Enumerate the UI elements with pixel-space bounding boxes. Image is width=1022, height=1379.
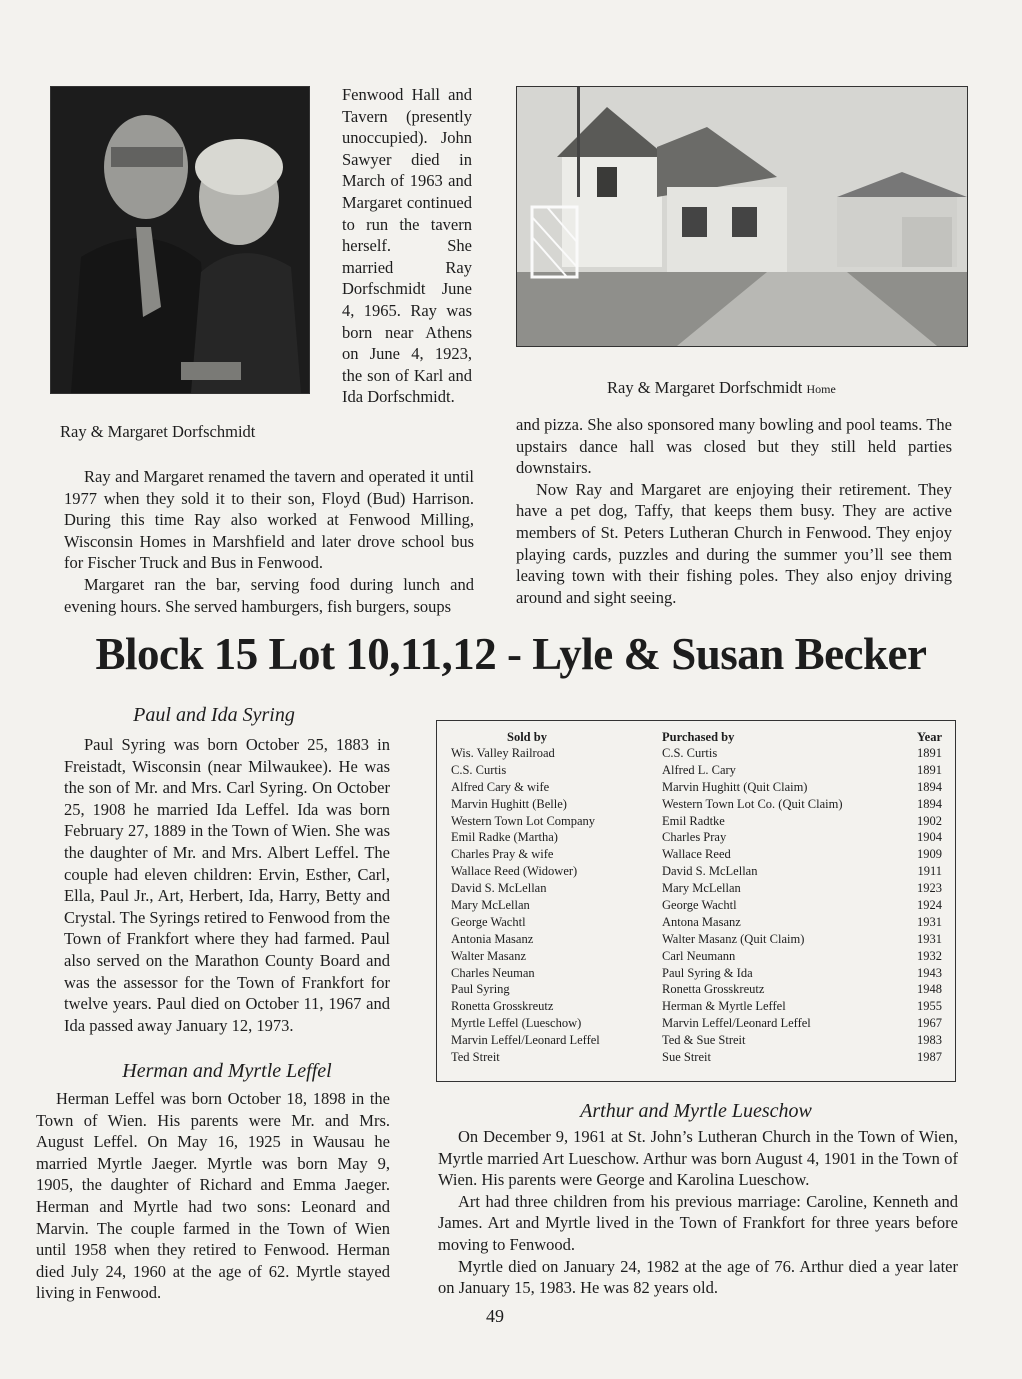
table-cell-year: 1932 [917, 948, 942, 963]
table-cell-year: 1967 [917, 1016, 942, 1031]
table-cell-sold-by: Mary McLellan [451, 898, 530, 913]
lueschow-text [438, 1126, 958, 1299]
house-photo [516, 86, 968, 347]
purchased-by-column [662, 729, 902, 1066]
table-cell-sold-by: George Wachtl [451, 914, 526, 929]
leffel-heading: Herman and Myrtle Leffel [122, 1060, 332, 1082]
table-cell-sold-by: Wallace Reed (Widower) [451, 864, 578, 879]
table-cell-purchased-by: Antona Masanz [662, 914, 741, 929]
sold-by-cells [451, 745, 661, 1066]
table-cell-year: 1894 [917, 779, 942, 794]
tavern-paragraph-1: Ray and Margaret renamed the tavern and operated it until 1977 when they sold it to their son, Floyd (Bud) Harrison. During this time Ray also worked at Fenwood Milling, Wisconsin Homes in Marshfield and later drove school bus for Fischer Truck and Bus in Fenwood. [64, 467, 474, 573]
table-cell-year: 1948 [917, 982, 942, 997]
purchased-by-header: Purchased by [662, 730, 735, 744]
table-cell-purchased-by: Walter Masanz (Quit Claim) [662, 931, 805, 946]
table-cell-year: 1924 [917, 898, 942, 913]
table-cell-purchased-by: Ted & Sue Streit [662, 1033, 746, 1048]
table-cell-sold-by: Antonia Masanz [451, 931, 534, 946]
retirement-story [516, 414, 952, 608]
table-cell-purchased-by: Mary McLellan [662, 881, 741, 896]
table-cell-purchased-by: Wallace Reed [662, 847, 731, 862]
table-cell-purchased-by: George Wachtl [662, 898, 737, 913]
table-cell-purchased-by: Herman & Myrtle Leffel [662, 999, 786, 1014]
table-cell-sold-by: Charles Neuman [451, 965, 535, 980]
table-cell-sold-by: Myrtle Leffel (Lueschow) [451, 1016, 582, 1031]
table-cell-sold-by: Ted Streit [451, 1050, 500, 1065]
table-cell-year: 1923 [917, 881, 942, 896]
house-photo-caption [607, 378, 836, 398]
year-column [902, 729, 942, 1066]
table-cell-year: 1955 [917, 999, 942, 1014]
couple-photo-caption: Ray & Margaret Dorfschmidt [60, 422, 256, 441]
purchased-by-cells [662, 745, 902, 1066]
table-cell-purchased-by: Sue Streit [662, 1050, 711, 1065]
lueschow-paragraph-2: Art had three children from his previous marriage: Caroline, Kenneth and James. Art and Myrtle lived in the Town of Frankfort for three years before moving to Fenwood. [438, 1191, 958, 1254]
retirement-paragraph-2: Now Ray and Margaret are enjoying their retirement. They have a pet dog, Taffy, that keeps them busy. They are active members of St. Peters Lutheran Church in Fenwood. They enjoy playing cards, puzzles and during the summer you’ll see them leaving town with their fishing poles. They also enjoy driving around and sight seeing. [516, 479, 952, 607]
table-cell-year: 1911 [917, 864, 942, 879]
table-cell-sold-by: Ronetta Grosskreutz [451, 999, 554, 1014]
table-cell-purchased-by: Carl Neumann [662, 948, 736, 963]
lueschow-paragraph-1: On December 9, 1961 at St. John’s Lutheran Church in the Town of Wien, Myrtle married Art Lueschow. Arthur was born August 4, 1901 in the Town of Wien. His parents were George and Karolina Lueschow. [438, 1127, 958, 1190]
page-number: 49 [486, 1306, 504, 1326]
table-cell-year: 1931 [917, 914, 942, 929]
table-cell-year: 1909 [917, 847, 942, 862]
syring-heading: Paul and Ida Syring [133, 704, 295, 726]
table-cell-purchased-by: Alfred L. Cary [662, 762, 736, 777]
table-cell-purchased-by: Marvin Hughitt (Quit Claim) [662, 779, 808, 794]
syring-paragraph: Paul Syring was born October 25, 1883 in Freistadt, Wisconsin (near Milwaukee). He was the son of Mr. and Mrs. Carl Syring. On October 25, 1908 he married Ida Leffel. Ida was born February 27, 1889 in the Town of Wien. She was the daughter of Mr. and Mrs. Albert Leffel. The couple had eleven children: Ervin, Esther, Carl, Ella, Paul Jr., Art, Herbert, Ida, Harry, Betty and Crystal. The Syrings retired to Fenwood from the Town of Frankfort where they had farmed. Paul also served on the Marathon County Board and was the assessor for the Town of Frankfort for twelve years. Paul died on October 11, 1967 and Ida passed away January 12, 1973. [64, 735, 390, 1035]
table-cell-sold-by: Wis. Valley Railroad [451, 746, 555, 760]
table-cell-year: 1987 [917, 1050, 942, 1065]
couple-photo [50, 86, 310, 394]
table-cell-purchased-by: Marvin Leffel/Leonard Leffel [662, 1016, 811, 1031]
table-cell-sold-by: Charles Pray & wife [451, 847, 554, 862]
table-cell-sold-by: David S. McLellan [451, 881, 547, 896]
table-cell-sold-by: Western Town Lot Company [451, 813, 596, 828]
table-cell-sold-by: Marvin Hughitt (Belle) [451, 796, 567, 811]
table-cell-year: 1902 [917, 813, 942, 828]
table-cell-sold-by: Marvin Leffel/Leonard Leffel [451, 1033, 600, 1048]
sold-by-header: Sold by [507, 730, 547, 744]
table-cell-purchased-by: David S. McLellan [662, 864, 758, 879]
table-cell-year: 1931 [917, 931, 942, 946]
table-cell-year: 1891 [917, 762, 942, 777]
land-transfer-table [436, 720, 956, 1082]
table-cell-purchased-by: C.S. Curtis [662, 746, 718, 760]
table-cell-sold-by: Alfred Cary & wife [451, 779, 550, 794]
table-cell-year: 1894 [917, 796, 942, 811]
lueschow-paragraph-3: Myrtle died on January 24, 1982 at the age of 76. Arthur died a year later on January 15, 1983. He was 82 years old. [438, 1256, 958, 1298]
year-header: Year [917, 730, 942, 744]
tavern-story [64, 466, 474, 617]
table-cell-year: 1904 [917, 830, 942, 845]
retirement-paragraph-1: and pizza. She also sponsored many bowling and pool teams. The upstairs dance hall was closed but they still held parties downstairs. [516, 415, 952, 478]
house-caption-main: Ray & Margaret Dorfschmidt [607, 378, 803, 397]
block-title: Block 15 Lot 10,11,12 - Lyle & Susan Becker [95, 629, 927, 679]
table-cell-year: 1891 [917, 746, 942, 760]
year-cells [902, 745, 942, 1066]
table-cell-purchased-by: Ronetta Grosskreutz [662, 982, 765, 997]
table-cell-sold-by: Emil Radke (Martha) [451, 830, 558, 845]
table-cell-purchased-by: Western Town Lot Co. (Quit Claim) [662, 796, 843, 811]
table-cell-purchased-by: Charles Pray [662, 830, 727, 845]
table-cell-sold-by: Walter Masanz [451, 948, 526, 963]
sold-by-column [451, 729, 661, 1066]
table-cell-purchased-by: Emil Radtke [662, 813, 725, 828]
tavern-paragraph-2: Margaret ran the bar, serving food during lunch and evening hours. She served hamburgers, fish burgers, soups [64, 574, 474, 616]
house-caption-small: Home [806, 382, 836, 396]
table-cell-sold-by: C.S. Curtis [451, 762, 507, 777]
lueschow-heading: Arthur and Myrtle Lueschow [580, 1100, 812, 1122]
table-cell-year: 1943 [917, 965, 942, 980]
leffel-paragraph: Herman Leffel was born October 18, 1898 in the Town of Wien. His parents were Mr. and Mrs. August Leffel. On May 16, 1925 in Wausau he married Myrtle Jaeger. Myrtle was born May 9, 1905, the daughter of Richard and Emma Jaeger. Herman and Myrtle had two sons: Leonard and Marvin. The couple farmed in the Town of Wien until 1958 when they retired to Fenwood. Herman died July 24, 1960 at the age of 62. Myrtle stayed living in Fenwood. [36, 1089, 390, 1303]
table-cell-purchased-by: Paul Syring & Ida [662, 965, 753, 980]
syring-text [64, 734, 390, 1036]
table-cell-year: 1983 [917, 1033, 942, 1048]
leffel-text [36, 1088, 390, 1304]
tavern-narrow-text: Fenwood Hall and Tavern (presently unoccupied). John Sawyer died in March of 1963 and Margaret continued to run the tavern herself. She married Ray Dorfschmidt June 4, 1965. Ray was born near Athens on June 4, 1923, the son of Karl and Ida Dorfschmidt. [342, 85, 472, 407]
table-cell-sold-by: Paul Syring [451, 982, 510, 997]
